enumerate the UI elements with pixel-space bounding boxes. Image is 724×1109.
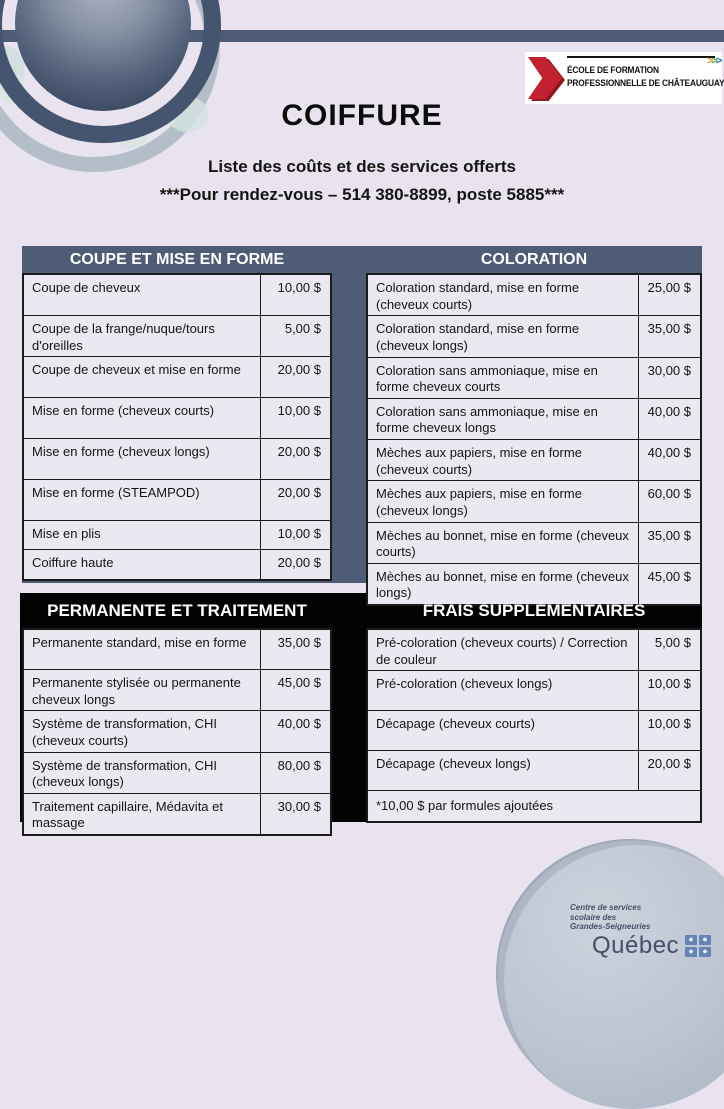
page-subtitle: Liste des coûts et des services offerts — [207, 157, 517, 176]
service-price: 80,00 $ — [260, 753, 330, 793]
service-label: Coloration standard, mise en forme (cheveux longs) — [376, 321, 580, 353]
table-row — [24, 439, 330, 480]
table-header: FRAIS SUPPLÉMENTAIRES — [422, 600, 646, 620]
service-price: 10,00 $ — [260, 275, 330, 315]
page-title: COIFFURE — [281, 99, 443, 132]
table-row — [24, 275, 330, 316]
service-label: Système de transformation, CHI (cheveux longs) — [32, 757, 217, 790]
service-price: 35,00 $ — [638, 523, 700, 563]
table-header: PERMANENTE ET TRAITEMENT — [47, 600, 307, 620]
brush-ring-light — [0, 0, 220, 172]
service-label: Traitement capillaire, Médavita et massage — [32, 798, 223, 831]
service-price: 5,00 $ — [260, 316, 330, 356]
service-label: Coupe de la frange/nuque/tours d'oreilles — [32, 321, 215, 353]
table-row — [24, 630, 330, 670]
table-row — [24, 398, 330, 439]
service-price: 40,00 $ — [260, 711, 330, 751]
service-label: Mise en plis — [32, 526, 101, 542]
service-price: 40,00 $ — [638, 440, 700, 480]
table-row — [368, 671, 700, 711]
service-label: Pré-coloration (cheveux courts) / Correction de couleur — [376, 635, 628, 667]
service-label: Mèches aux papiers, mise en forme (cheveux longs) — [376, 486, 582, 518]
service-price: 10,00 $ — [638, 671, 700, 710]
org-name-line3: Grandes-Seigneuries — [570, 922, 651, 931]
table-row — [368, 630, 700, 671]
table-header: COLORATION — [480, 250, 588, 268]
table-rows — [22, 628, 332, 836]
org-name-line2: scolaire des — [570, 912, 617, 922]
triple-chevron-icon: >>> — [706, 55, 720, 67]
quebec-wordmark: Québec — [592, 931, 680, 959]
service-label: Coloration standard, mise en forme (cheveux courts) — [376, 280, 580, 312]
table-row — [24, 794, 330, 834]
logo-rule — [567, 56, 715, 58]
service-price: 25,00 $ — [638, 275, 700, 315]
service-label: Mèches aux papiers, mise en forme (cheveux courts) — [376, 445, 582, 477]
watercolor-blob — [0, 46, 24, 94]
service-price: 10,00 $ — [638, 711, 700, 750]
service-price: 30,00 $ — [260, 794, 330, 834]
table-row — [368, 711, 700, 751]
table-row — [368, 358, 700, 399]
service-label: Pré-coloration (cheveux longs) — [376, 676, 553, 692]
decorative-circle-bottom-right — [498, 841, 724, 1109]
service-label: Mise en forme (cheveux longs) — [32, 444, 210, 460]
service-price: 20,00 $ — [260, 357, 330, 397]
table-row — [368, 751, 700, 791]
table-coupe-et-mise-en-forme — [22, 246, 332, 581]
centre-services-scolaire-logo — [570, 903, 720, 959]
table-row — [368, 275, 700, 316]
service-label: Décapage (cheveux courts) — [376, 716, 535, 732]
table-row — [368, 523, 700, 564]
service-price: 60,00 $ — [638, 481, 700, 521]
table-coloration — [366, 246, 702, 606]
service-price: 5,00 $ — [638, 630, 700, 670]
service-price: 45,00 $ — [638, 564, 700, 604]
service-label: Mèches au bonnet, mise en forme (cheveux courts) — [376, 527, 629, 560]
table-permanente-et-traitement — [22, 593, 332, 836]
table-row — [368, 399, 700, 440]
service-label: Mise en forme (cheveux courts) — [32, 403, 215, 419]
service-price: 20,00 $ — [638, 751, 700, 790]
service-price: 35,00 $ — [638, 316, 700, 356]
service-label: Coiffure haute — [32, 555, 114, 571]
service-price: 40,00 $ — [638, 399, 700, 439]
table-row — [24, 521, 330, 550]
service-label: Mise en forme (STEAMPOD) — [32, 485, 200, 501]
table-row — [24, 357, 330, 398]
school-logo-text — [567, 56, 724, 90]
table-note-row — [368, 791, 700, 821]
service-label: Permanente standard, mise en forme — [32, 635, 247, 650]
sphere-graphic — [15, 0, 191, 111]
service-price: 10,00 $ — [260, 521, 330, 549]
quebec-flag-icon — [685, 935, 711, 957]
school-logo — [525, 52, 722, 104]
table-header: COUPE ET MISE EN FORME — [69, 250, 285, 268]
service-price: 20,00 $ — [260, 439, 330, 479]
service-price: 45,00 $ — [260, 670, 330, 710]
table-note: *10,00 $ par formules ajoutées — [376, 798, 554, 814]
service-label: Système de transformation, CHI (cheveux courts) — [32, 716, 217, 748]
service-label: Coupe de cheveux — [32, 280, 141, 295]
service-price: 10,00 $ — [260, 398, 330, 438]
table-row — [24, 753, 330, 794]
service-label: Coloration sans ammoniaque, mise en forme cheveux longs — [376, 403, 598, 436]
table-row — [368, 316, 700, 357]
service-price: 35,00 $ — [260, 630, 330, 669]
table-rows — [366, 628, 702, 823]
table-row — [24, 670, 330, 711]
service-price: 20,00 $ — [260, 480, 330, 520]
school-name-line2: PROFESSIONNELLE DE CHÂTEAUGUAY — [567, 78, 724, 88]
service-label: Coloration sans ammoniaque, mise en forme cheveux courts — [376, 362, 598, 395]
school-name-line1: ÉCOLE DE FORMATION — [567, 65, 659, 75]
table-rows — [22, 273, 332, 581]
service-label: Coupe de cheveux et mise en forme — [32, 362, 241, 378]
appointment-phone-line: ***Pour rendez-vous – 514 380-8899, poste 5885*** — [159, 185, 565, 204]
table-row — [24, 480, 330, 521]
service-label: Décapage (cheveux longs) — [376, 756, 531, 772]
red-arrow-icon — [528, 57, 562, 99]
table-row — [368, 440, 700, 481]
table-row — [24, 316, 330, 357]
table-frais-supplementaires — [366, 593, 702, 823]
service-price: 20,00 $ — [260, 550, 330, 579]
service-price: 30,00 $ — [638, 358, 700, 398]
table-row — [368, 481, 700, 522]
table-row — [24, 550, 330, 579]
service-label: Permanente stylisée ou permanente cheveux longs — [32, 675, 241, 707]
top-accent-bar — [0, 30, 724, 42]
org-name-line1: Centre de services — [570, 903, 642, 912]
table-rows — [366, 273, 702, 606]
service-label: Mèches au bonnet, mise en forme (cheveux longs) — [376, 568, 629, 601]
table-row — [24, 711, 330, 752]
